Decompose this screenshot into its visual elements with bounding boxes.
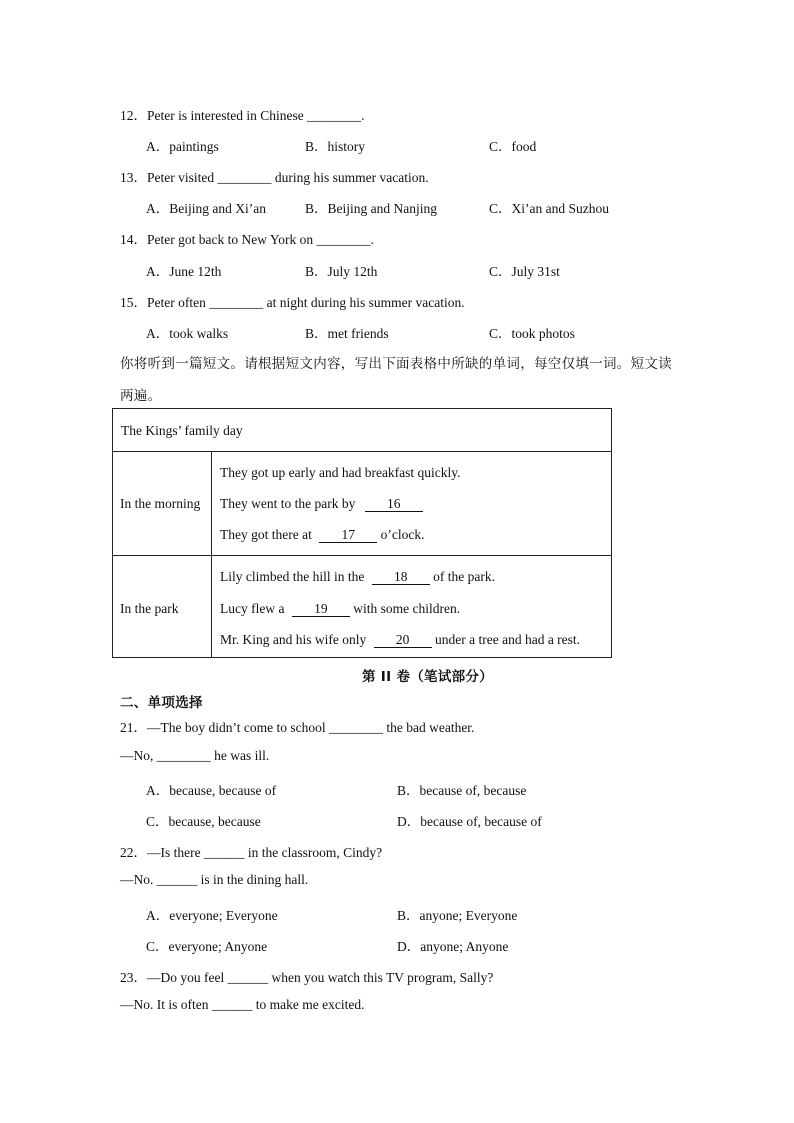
q22-option-a: A．everyone; Everyone — [146, 908, 278, 923]
row-text: under a tree and had a rest. — [431, 632, 581, 647]
morning-label: In the morning — [120, 496, 201, 511]
q21-option-b: B．because of, because — [397, 783, 527, 798]
question-23-response: —No. It is often ______ to make me excited. — [120, 997, 365, 1012]
blank-19: 19 — [292, 602, 350, 617]
row-text: Lily climbed the hill in the — [220, 569, 368, 584]
row-text: with some children. — [349, 601, 461, 616]
question-13: 13．Peter visited ________ during his summer vacation. — [120, 170, 429, 185]
q21-option-d: D．because of, because of — [397, 814, 542, 829]
row-text: of the park. — [429, 569, 495, 584]
q13-option-a: A．Beijing and Xi’an — [146, 201, 266, 216]
table-column-divider — [211, 451, 212, 657]
table-divider — [113, 451, 611, 452]
q15-option-c: C．took photos — [489, 326, 575, 341]
blank-17: 17 — [319, 528, 377, 543]
q15-option-b: B．met friends — [305, 326, 389, 341]
question-21: 21．—The boy didn’t come to school ________ the bad weather. — [120, 720, 475, 735]
q21-option-a: A．because, because of — [146, 783, 277, 798]
q14-option-c: C．July 31st — [489, 264, 560, 279]
row-text: Mr. King and his wife only — [220, 632, 370, 647]
table-divider — [113, 555, 611, 556]
question-22: 22．—Is there ______ in the classroom, Cindy? — [120, 845, 383, 860]
blank-16: 16 — [365, 497, 423, 512]
morning-row-3 — [220, 527, 424, 543]
question-21-response: —No, ________ he was ill. — [120, 748, 270, 763]
q12-option-b: B．history — [305, 139, 366, 154]
q12-option-c: C．food — [489, 139, 537, 154]
row-text: Lucy flew a — [220, 601, 288, 616]
instruction-line-2: 两遍。 — [120, 388, 162, 404]
morning-row-2 — [220, 496, 423, 512]
question-12: 12．Peter is interested in Chinese ________. — [120, 108, 365, 123]
family-day-table — [112, 408, 612, 658]
question-14: 14．Peter got back to New York on ________. — [120, 232, 374, 247]
q14-option-b: B．July 12th — [305, 264, 378, 279]
q13-option-b: B．Beijing and Nanjing — [305, 201, 437, 216]
park-label: In the park — [120, 601, 179, 616]
row-text: They got there at — [220, 527, 316, 542]
q12-option-a: A．paintings — [146, 139, 219, 154]
morning-row-1: They got up early and had breakfast quickly. — [220, 465, 461, 480]
park-row-2 — [220, 601, 460, 617]
row-text: o’clock. — [377, 527, 425, 542]
table-title: The Kings’ family day — [121, 423, 243, 438]
park-row-1 — [220, 569, 495, 585]
q22-option-d: D．anyone; Anyone — [397, 939, 509, 954]
q14-option-a: A．June 12th — [146, 264, 222, 279]
part-2-title: 第 II 卷（笔试部分） — [362, 669, 494, 685]
q13-option-c: C．Xi’an and Suzhou — [489, 201, 609, 216]
q21-option-c: C．because, because — [146, 814, 261, 829]
blank-18: 18 — [372, 570, 430, 585]
q22-option-b: B．anyone; Everyone — [397, 908, 518, 923]
row-text: They went to the park by — [220, 496, 359, 511]
question-23: 23．—Do you feel ______ when you watch this TV program, Sally? — [120, 970, 494, 985]
question-15: 15．Peter often ________ at night during his summer vacation. — [120, 295, 465, 310]
instruction-line-1: 你将听到一篇短文。请根据短文内容，写出下面表格中所缺的单词，每空仅填一词。短文读 — [120, 356, 672, 372]
q22-option-c: C．everyone; Anyone — [146, 939, 268, 954]
section-heading: 二、单项选择 — [120, 695, 203, 711]
q15-option-a: A．took walks — [146, 326, 229, 341]
blank-20: 20 — [374, 633, 432, 648]
park-row-3 — [220, 632, 580, 648]
question-22-response: —No. ______ is in the dining hall. — [120, 872, 309, 887]
